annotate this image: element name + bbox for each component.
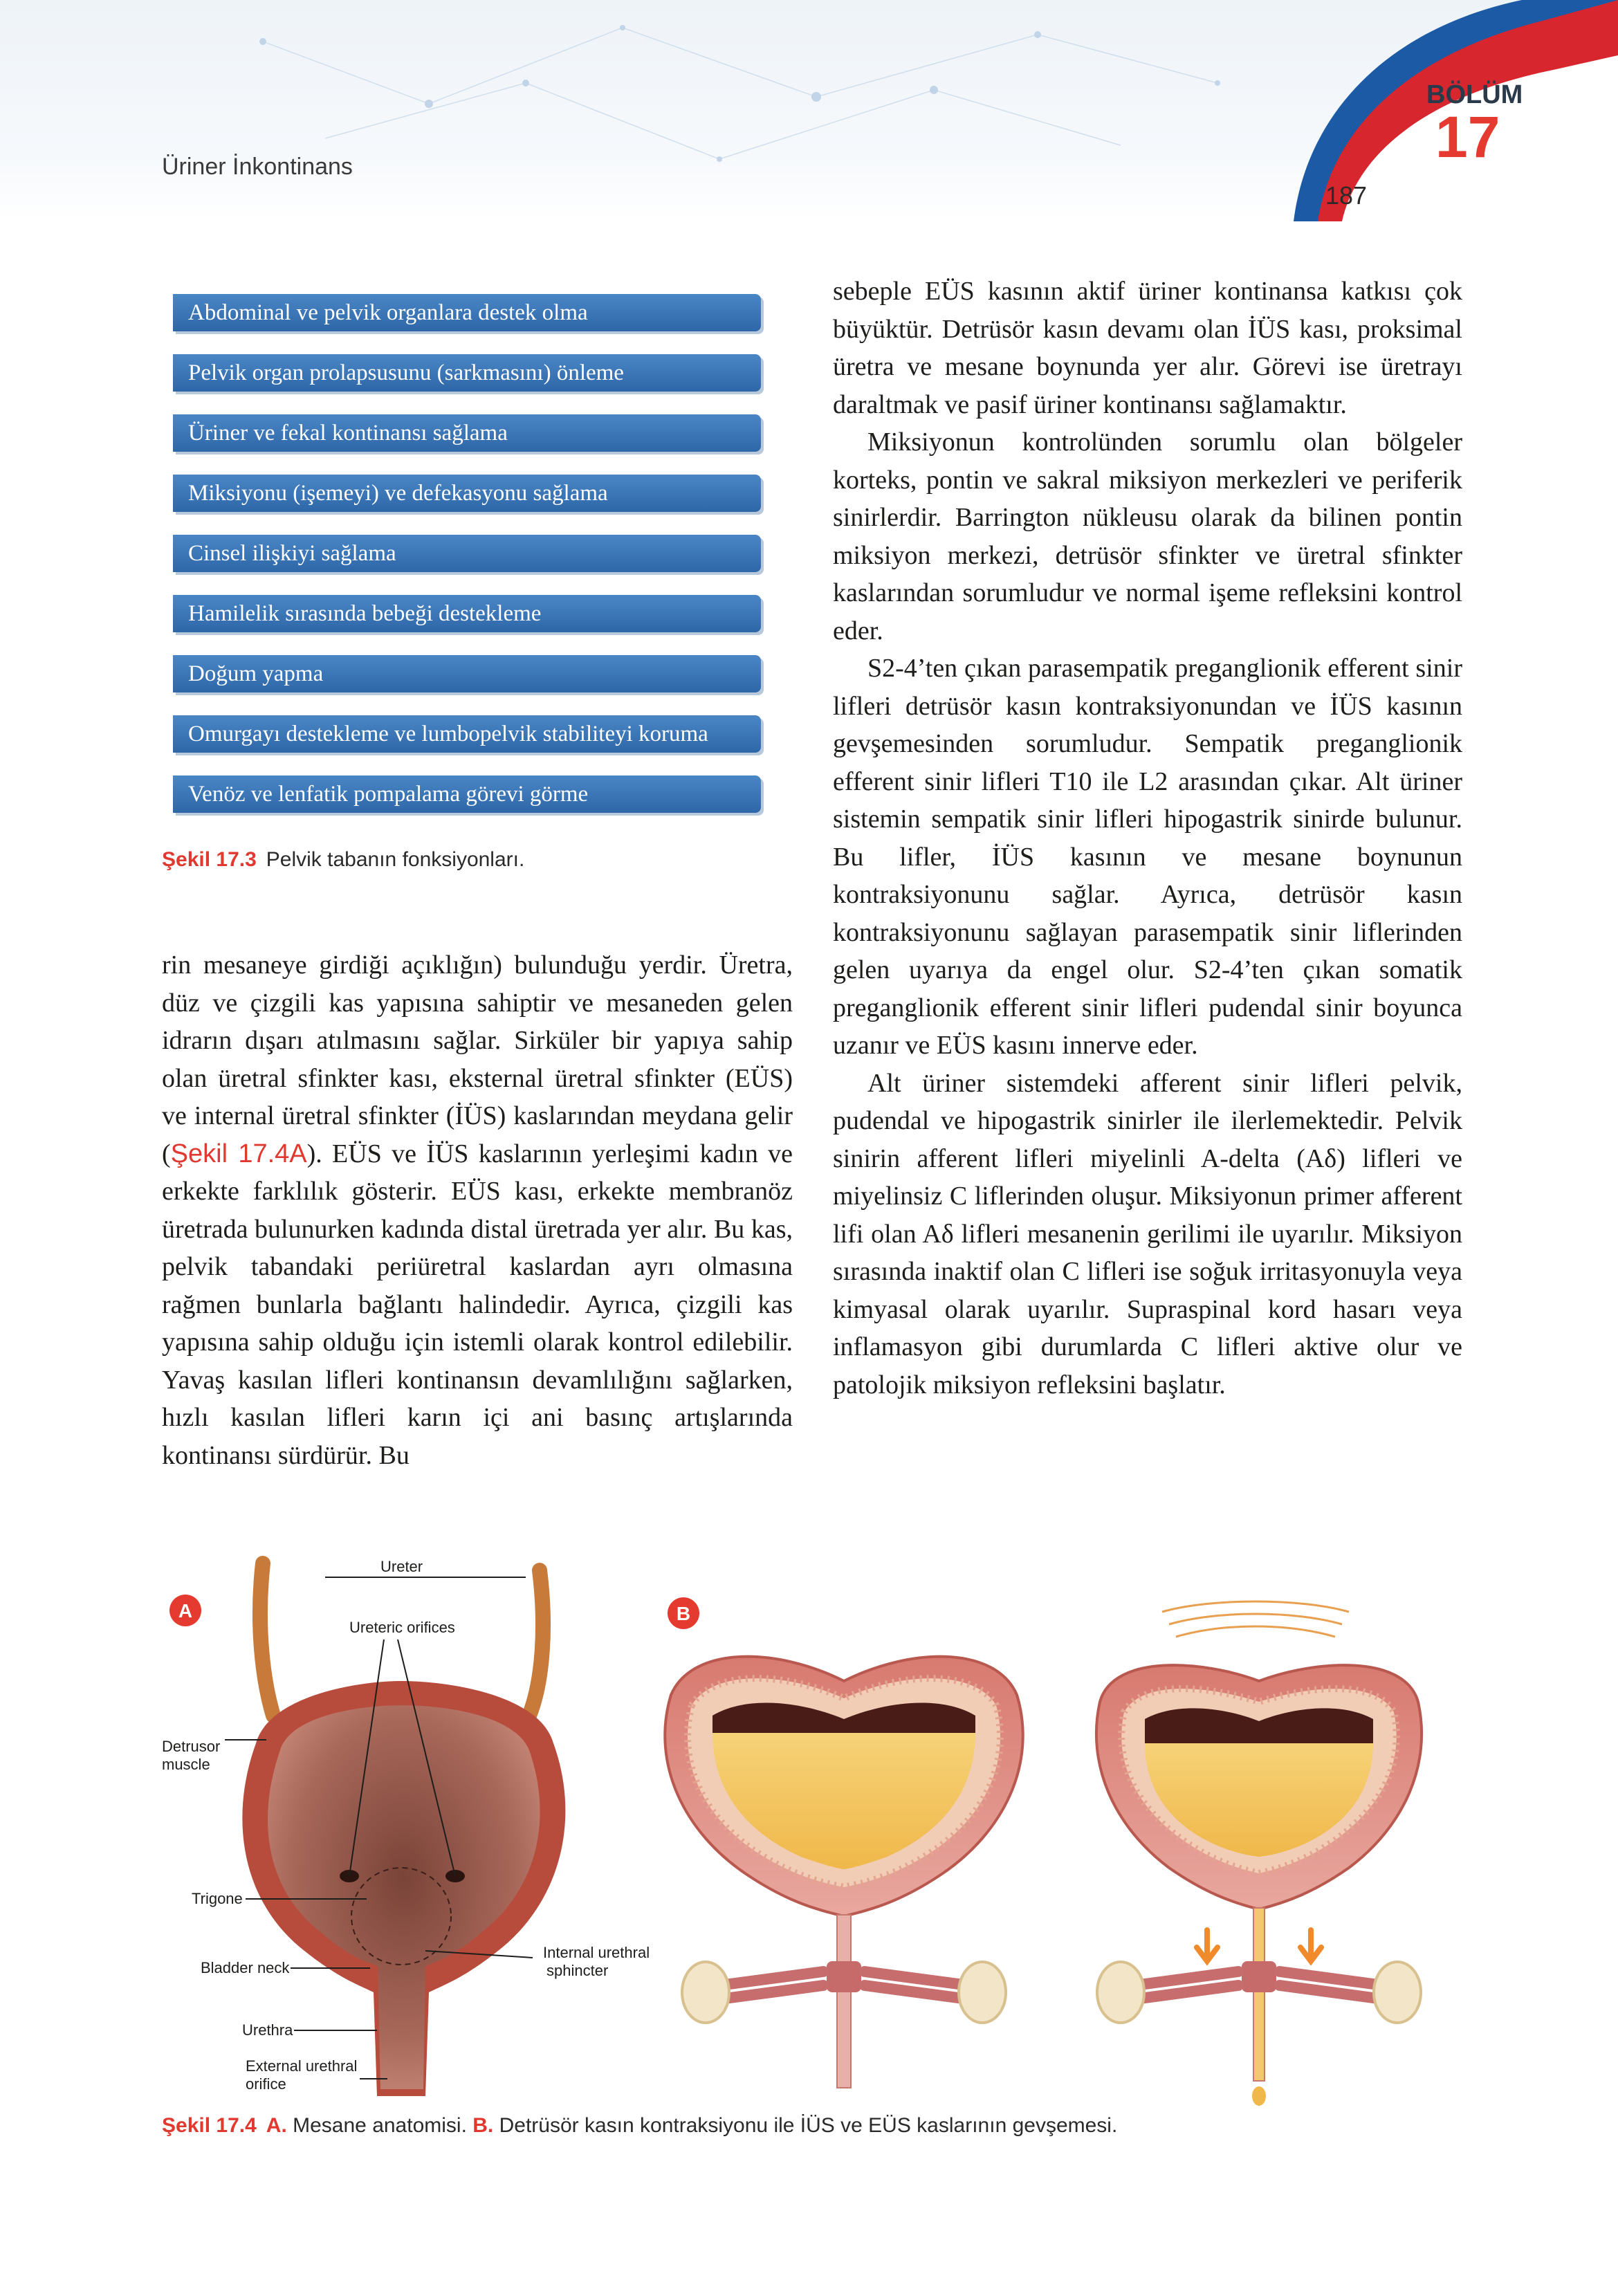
function-item: Pelvik organ prolapsusunu (sarkmasını) önleme bbox=[173, 354, 761, 392]
running-title: Üriner İnkontinans bbox=[162, 154, 353, 180]
page-number: 187 bbox=[1325, 181, 1368, 210]
bladder-relaxed bbox=[665, 1657, 1022, 2088]
label-ureter: Ureter bbox=[380, 1558, 423, 1575]
function-item: Omurgayı destekleme ve lumbopelvik stabiliteyi koruma bbox=[173, 715, 761, 753]
caption-label: Şekil 17.3 bbox=[162, 848, 257, 871]
function-item: Doğum yapma bbox=[173, 655, 761, 692]
function-item: Abdominal ve pelvik organlara destek olma bbox=[173, 294, 761, 331]
caption-text: Pelvik tabanın fonksiyonları. bbox=[266, 848, 525, 871]
caption-part-a-label: A. bbox=[266, 2114, 287, 2137]
function-item: Miksiyonu (işemeyi) ve defekasyonu sağlama bbox=[173, 475, 761, 512]
body-paragraph: sebeple EÜS kasının aktif üriner kontinansa katkısı çok büyüktür. Detrüsör kasın devamı olan İÜS kası, proksimal üretra ve mesane boynunda yer alır. Görevi ise üretrayı daraltmak ve pasif üriner kontinansı sağlamaktır. bbox=[833, 277, 1462, 419]
chapter-label: BÖLÜM bbox=[1426, 80, 1523, 109]
body-paragraph: Alt üriner sistemdeki afferent sinir lifleri pelvik, pudendal ve hipogastrik sinirler ile ilerlemektedir. Pelvik sinirin afferent lifleri miyelinli A-delta (Aδ) lifleri ve miyelinsiz C liflerinden oluşur. Miksiyonun primer afferent lifi olan Aδ lifleri mesanenin gerilimi ile uyarılır. Miksiyon sırasında inaktif olan C lifleri ise soğuk irritasyonuyla veya kimyasal olarak uyarılır. Supraspinal kord hasarı veya inflamasyon gibi durumlarda C lifleri aktive olur ve patolojik miksiyon refleksini başlatır. bbox=[833, 1068, 1462, 1399]
caption-part-a-text: Mesane anatomisi. bbox=[293, 2114, 467, 2137]
body-paragraph: S2-4’ten çıkan parasempatik preganglionik efferent sinir lifleri detrüsör kasın kontraksiyonundan ve İÜS kasının gevşemesinden sorumludur. Sempatik preganglionik efferent sinir lifleri T10 ile L2 arasından çıkar. Alt üriner sistemin sempatik sinir lifleri hipogastrik sinirde bulunur. Bu lifler, İÜS kasının ve mesane boynunun kontraksiyonunu sağlar. Ayrıca, detrüsör kasın kontraksiyonunu sağlayan parasempatik sinir liflerinden gelen uyarıya da engel olur. S2-4’ten çıkan somatik preganglionik efferent sinir lifleri pudendal sinir boyunca uzanır ve EÜS kasını innerve eder. bbox=[833, 654, 1462, 1060]
label-external-2: orifice bbox=[246, 2075, 286, 2093]
page-header bbox=[0, 0, 1618, 221]
badge-a: A bbox=[178, 1600, 193, 1622]
caption-label: Şekil 17.4 bbox=[162, 2114, 257, 2137]
figure-reference[interactable]: Şekil 17.4A bbox=[170, 1139, 307, 1168]
function-item: Cinsel ilişkiyi sağlama bbox=[173, 535, 761, 572]
label-ureteric-orifices: Ureteric orifices bbox=[349, 1619, 455, 1636]
figure-17-4-caption bbox=[162, 2114, 1117, 2138]
label-trigone: Trigone bbox=[192, 1890, 243, 1907]
caption-part-b-label: B. bbox=[472, 2114, 494, 2137]
body-paragraph: rin mesaneye girdiği açıklığın) bulunduğu yerdir. Üretra, düz ve çizgili kas yapısına sahiptir ve mesaneden gelen idrarın dışarı atılmasını sağlar. Sirküler bir yapıya sahip olan üretral sfinkter kası, eksternal üretral sfinkter (EÜS) ve internal üretral sfinkter (İÜS) kaslarından meydana gelir (Şekil 17.4A). EÜS ve İÜS kaslarının yerleşimi kadın ve erkekte farklılık gösterir. EÜS kası, erkekte membranöz üretrada bulunurken kadında distal üretrada yer alır. Bu kas, pelvik tabandaki periüretral kaslardan ayrı olmasına rağmen bunlarla bağlantı halindedir. Ayrıca, çizgili kas yapısına sahip olduğu için istemli olarak kontrol edilebilir. Yavaş kasılan lifleri kontinansın devamlılığını sağlarken, hızlı kasılan lifleri karın içi ani basınç artışlarında kontinansı sürdürür. Bu bbox=[162, 950, 793, 1470]
label-detrusor-2: muscle bbox=[162, 1756, 210, 1773]
right-column-text bbox=[833, 273, 1462, 1404]
figure-17-3-caption bbox=[162, 848, 524, 872]
caption-part-b-text: Detrüsör kasın kontraksiyonu ile İÜS ve EÜS kaslarının gevşemesi. bbox=[499, 2114, 1118, 2137]
pelvic-floor-functions-list bbox=[173, 294, 761, 836]
function-item: Hamilelik sırasında bebeği destekleme bbox=[173, 595, 761, 632]
badge-b: B bbox=[676, 1603, 691, 1624]
label-external-1: External urethral bbox=[246, 2057, 358, 2075]
label-internal-2: sphincter bbox=[546, 1962, 609, 1979]
header-decoration bbox=[0, 0, 1618, 221]
bladder-contracting bbox=[1096, 1601, 1422, 2106]
function-item: Üriner ve fekal kontinansı sağlama bbox=[173, 414, 761, 452]
label-detrusor-1: Detrusor bbox=[162, 1738, 221, 1755]
chapter-number: 17 bbox=[1435, 104, 1500, 169]
left-column-text bbox=[162, 946, 793, 1474]
label-urethra: Urethra bbox=[242, 2021, 293, 2039]
body-paragraph: Miksiyonun kontrolünden sorumlu olan bölgeler korteks, pontin ve sakral miksiyon merkezleri ve periferik sinirlerdir. Barrington nükleusu olarak da bilinen pontin miksiyon merkezi, detrüsör sfinkter ve üretral sfinkter kaslarından sorumludur ve normal işeme refleksini kontrol eder. bbox=[833, 428, 1462, 645]
function-item: Venöz ve lenfatik pompalama görevi görme bbox=[173, 775, 761, 813]
detrusor-contraction-illustration bbox=[650, 1584, 1467, 2124]
label-internal-1: Internal urethral bbox=[543, 1944, 650, 1961]
label-bladder-neck: Bladder neck bbox=[201, 1959, 290, 1976]
